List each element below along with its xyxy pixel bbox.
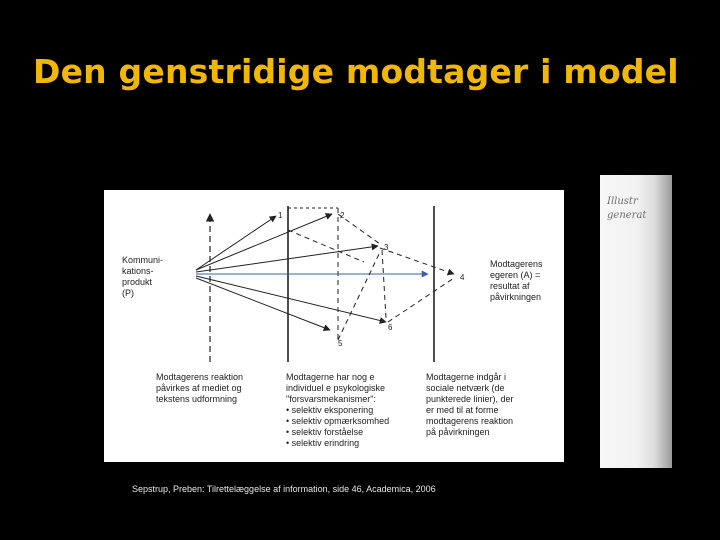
arrow-to-2 (196, 214, 332, 270)
svg-text:Modtagerens reaktion: Modtagerens reaktion (156, 372, 244, 382)
svg-text:sociale netværk (de: sociale netværk (de (426, 383, 505, 393)
node-label-1: 1 (278, 211, 283, 220)
caption-right (426, 372, 514, 437)
svg-text:modtagerens reaktion: modtagerens reaktion (426, 416, 514, 426)
node-label-4: 4 (460, 273, 465, 282)
svg-text:kations-: kations- (122, 266, 154, 276)
dashed-3-6 (382, 250, 386, 318)
scanned-figure (104, 190, 564, 462)
receiver-label (490, 259, 543, 302)
side-text-line-2: generat (607, 210, 647, 221)
svg-text:påvirkningen: påvirkningen (490, 292, 542, 302)
node-label-2: 2 (340, 211, 345, 220)
svg-text:Modtagerne har nog e: Modtagerne har nog e (286, 372, 375, 382)
caption-middle (286, 372, 389, 448)
node-label-5: 5 (338, 339, 343, 348)
svg-text:Modtagerne indgår i: Modtagerne indgår i (426, 372, 507, 382)
slide-title: Den genstridige modtager i model (33, 52, 679, 91)
svg-text:• selektiv erindring: • selektiv erindring (286, 438, 360, 448)
source-citation: Sepstrup, Preben: Tilrettelæggelse af information, side 46, Academica, 2006 (132, 484, 436, 494)
svg-text:egeren (A) =: egeren (A) = (490, 270, 541, 280)
svg-text:resultat af: resultat af (490, 281, 530, 291)
sender-label (122, 255, 163, 298)
node-label-6: 6 (388, 323, 393, 332)
svg-text:på påvirkningen: på påvirkningen (426, 427, 490, 437)
dashed-6-4 (388, 278, 454, 322)
communication-model-diagram (104, 190, 564, 462)
svg-text:punkterede linier), der: punkterede linier), der (426, 394, 514, 404)
side-text-line-1: Illustr (607, 196, 638, 207)
node-label-3: 3 (384, 243, 389, 252)
svg-text:"forsvarsmekanismer":: "forsvarsmekanismer": (286, 394, 376, 404)
svg-text:påvirkes af mediet og: påvirkes af mediet og (156, 383, 242, 393)
caption-left (156, 372, 243, 404)
svg-text:Kommuni-: Kommuni- (122, 255, 164, 265)
svg-text:• selektiv opmærksomhed: • selektiv opmærksomhed (286, 416, 390, 426)
svg-text:• selektiv forståelse: • selektiv forståelse (286, 427, 364, 437)
svg-text:• selektiv eksponering: • selektiv eksponering (286, 405, 374, 415)
dashed-3-4 (380, 248, 454, 274)
svg-text:tekstens udformning: tekstens udformning (156, 394, 238, 404)
svg-text:(P): (P) (122, 288, 134, 298)
svg-text:individuel e psykologiske: individuel e psykologiske (286, 383, 386, 393)
svg-text:Modtagerens: Modtagerens (490, 259, 543, 269)
svg-text:produkt: produkt (122, 277, 153, 287)
title-bar (0, 0, 720, 112)
svg-text:er med til at forme: er med til at forme (426, 405, 499, 415)
dashed-5-3 (338, 252, 380, 340)
